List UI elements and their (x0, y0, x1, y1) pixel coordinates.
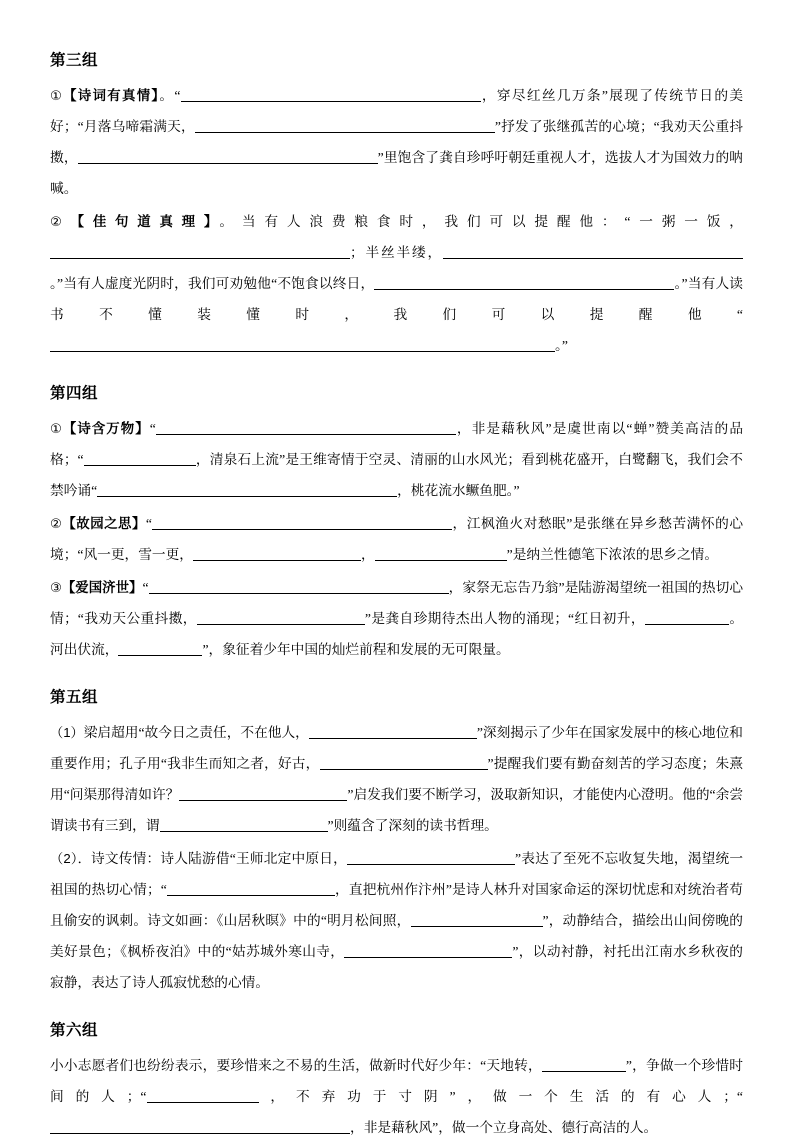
text-run: ”是龚自珍期待杰出人物的涌现；“红日初升， (364, 611, 645, 626)
answer-blank[interactable] (78, 148, 378, 164)
question-paragraph (50, 843, 743, 998)
text-run: ， (360, 547, 375, 562)
answer-blank[interactable] (374, 274, 674, 290)
text-run: ，非是藉秋风”，做一个立身高处、德行高洁的人。 (350, 1120, 658, 1135)
answer-blank[interactable] (167, 880, 335, 896)
group-body (50, 1050, 743, 1143)
item-marker: （1） (50, 725, 84, 740)
text-run: 。“ (159, 88, 181, 103)
text-run: ”，象征着少年中国的灿烂前程和发展的无可限量。 (202, 642, 510, 657)
item-tag: 【爱国济世】 (61, 580, 143, 595)
answer-blank[interactable] (152, 514, 452, 530)
answer-blank[interactable] (344, 942, 512, 958)
text-run: ，桃花流水鳜鱼肥。” (397, 483, 520, 498)
answer-blank[interactable] (97, 481, 397, 497)
text-run: ，江枫渔火对愁眠”是张继在异乡愁苦满怀的心境；“风一更，雪一更， (50, 516, 744, 562)
group-title: 第三组 (50, 52, 99, 69)
text-run: ”启发我们要不断学习，汲取新知识，才能使内心澄明。他的“余尝谓读书有三到，谓 (50, 787, 744, 833)
text-run: 。”当有人虚度光阴时，我们可劝勉他“不饱食以终日， (50, 276, 375, 291)
text-run: ”，以动衬静，衬托出江南水乡秋夜的寂静，表达了诗人孤寂忧愁的心情。 (50, 944, 743, 990)
item-marker: ① (50, 421, 63, 436)
text-run: 。”当有人读书不懂装懂时，我们可以提醒他“ (50, 276, 743, 322)
text-run: 诗文传情：诗人陆游借“王师北定中原日， (91, 851, 347, 866)
group-body (50, 717, 743, 998)
text-run: ”是纳兰性德笔下浓浓的思乡之情。 (506, 547, 719, 562)
answer-blank[interactable] (181, 86, 481, 102)
text-run: ，非是藉秋风”是虞世南以“蝉”赞美高洁的品格；“ (50, 421, 744, 467)
text-run: ”表达了至死不忘收复失地，渴望统一祖国的热切心情；“ (50, 851, 744, 897)
group-title: 第六组 (50, 1022, 99, 1039)
answer-blank[interactable] (309, 723, 477, 739)
answer-blank[interactable] (156, 419, 456, 435)
answer-blank[interactable] (443, 243, 743, 259)
item-tag: 【诗含万物】 (62, 421, 150, 436)
answer-blank[interactable] (411, 911, 543, 927)
item-tag: 【故园之思】 (62, 516, 146, 531)
question-paragraph (50, 413, 743, 506)
answer-blank[interactable] (193, 545, 361, 561)
question-paragraph (50, 206, 743, 361)
question-paragraph (50, 572, 743, 665)
answer-blank[interactable] (197, 609, 365, 625)
document-content (50, 48, 743, 1143)
answer-blank[interactable] (84, 450, 196, 466)
answer-blank[interactable] (50, 243, 350, 259)
answer-blank[interactable] (50, 1118, 350, 1134)
question-paragraph (50, 80, 743, 204)
answer-blank[interactable] (50, 336, 555, 352)
text-run: ”深刻揭示了少年在国家发展中的核心地位和重要作用；孔子用“我非生而知之者，好古， (50, 725, 743, 771)
text-run: ”则蕴含了深刻的读书哲理。 (327, 818, 498, 833)
item-marker: ③ (50, 580, 62, 595)
text-run: ，不弃功于寸阴”，做一个生活的有心人；“ (258, 1089, 744, 1104)
text-run: ”抒发了张继孤苦的心境；“我劝天公重抖擞， (50, 119, 744, 165)
item-marker: ② (50, 214, 71, 229)
item-marker: ① (50, 88, 64, 103)
text-run: 小小志愿者们也纷纷表示，要珍惜来之不易的生活，做新时代好少年：“天地转， (50, 1058, 542, 1073)
text-run: ，直把杭州作汴州”是诗人林升对国家命运的深切忧虑和对统治者苟且偷安的讽刺。诗文如画：《山居秋暝》中的“明月松间照， (50, 882, 743, 928)
text-run: 梁启超用“故今日之责任，不在他人， (83, 725, 309, 740)
item-tag: 【佳句道真理】 (70, 214, 220, 229)
item-tag: 【诗词有真情】 (63, 88, 160, 103)
text-run: ，清泉石上流”是王维寄情于空灵、清丽的山水风光；看到桃花盛开，白鹭翻飞，我们会不禁吟诵“ (50, 452, 743, 498)
text-run: ，家祭无忘告乃翁”是陆游渴望统一祖国的热切心情；“我劝天公重抖擞， (50, 580, 744, 626)
question-paragraph (50, 1050, 743, 1143)
answer-blank[interactable] (149, 578, 449, 594)
item-marker: ② (50, 516, 63, 531)
question-paragraph (50, 508, 743, 570)
group-title: 第四组 (50, 385, 99, 402)
answer-blank[interactable] (347, 849, 515, 865)
text-run: 。” (555, 338, 568, 353)
answer-blank[interactable] (179, 785, 347, 801)
item-marker: （2）． (50, 851, 92, 866)
answer-blank[interactable] (195, 117, 495, 133)
group-body (50, 413, 743, 665)
question-paragraph (50, 717, 743, 841)
group-body (50, 80, 743, 361)
text-run: ”里饱含了龚自珍呼吁朝廷重视人才，选拔人才为国效力的呐喊。 (50, 150, 743, 196)
text-run: ”提醒我们要有勤奋刻苦的学习态度；朱熹用“问渠那得清如许？ (50, 756, 744, 802)
answer-blank[interactable] (160, 816, 328, 832)
answer-blank[interactable] (645, 609, 729, 625)
text-run: ”，动静结合，描绘出山间傍晚的美好景色；《枫桥夜泊》中的“姑苏城外寒山寺， (50, 913, 743, 959)
group-title: 第五组 (50, 689, 99, 706)
answer-blank[interactable] (542, 1056, 626, 1072)
answer-blank[interactable] (320, 754, 488, 770)
answer-blank[interactable] (375, 545, 507, 561)
text-run: ；半丝半缕， (350, 245, 443, 260)
text-run: “ (145, 516, 152, 531)
answer-blank[interactable] (118, 640, 202, 656)
text-run: ，穿尽红丝几万条”展现了传统节日的美好；“月落乌啼霜满天， (50, 88, 744, 134)
text-run: ”，争做一个珍惜时间的人；“ (50, 1058, 743, 1104)
text-run: 。河出伏流， (50, 611, 744, 657)
text-run: “ (149, 421, 156, 436)
answer-blank[interactable] (147, 1087, 259, 1103)
text-run: 。当有人浪费粮食时，我们可以提醒他：“一粥一饭， (219, 214, 743, 229)
text-run: “ (142, 580, 149, 595)
